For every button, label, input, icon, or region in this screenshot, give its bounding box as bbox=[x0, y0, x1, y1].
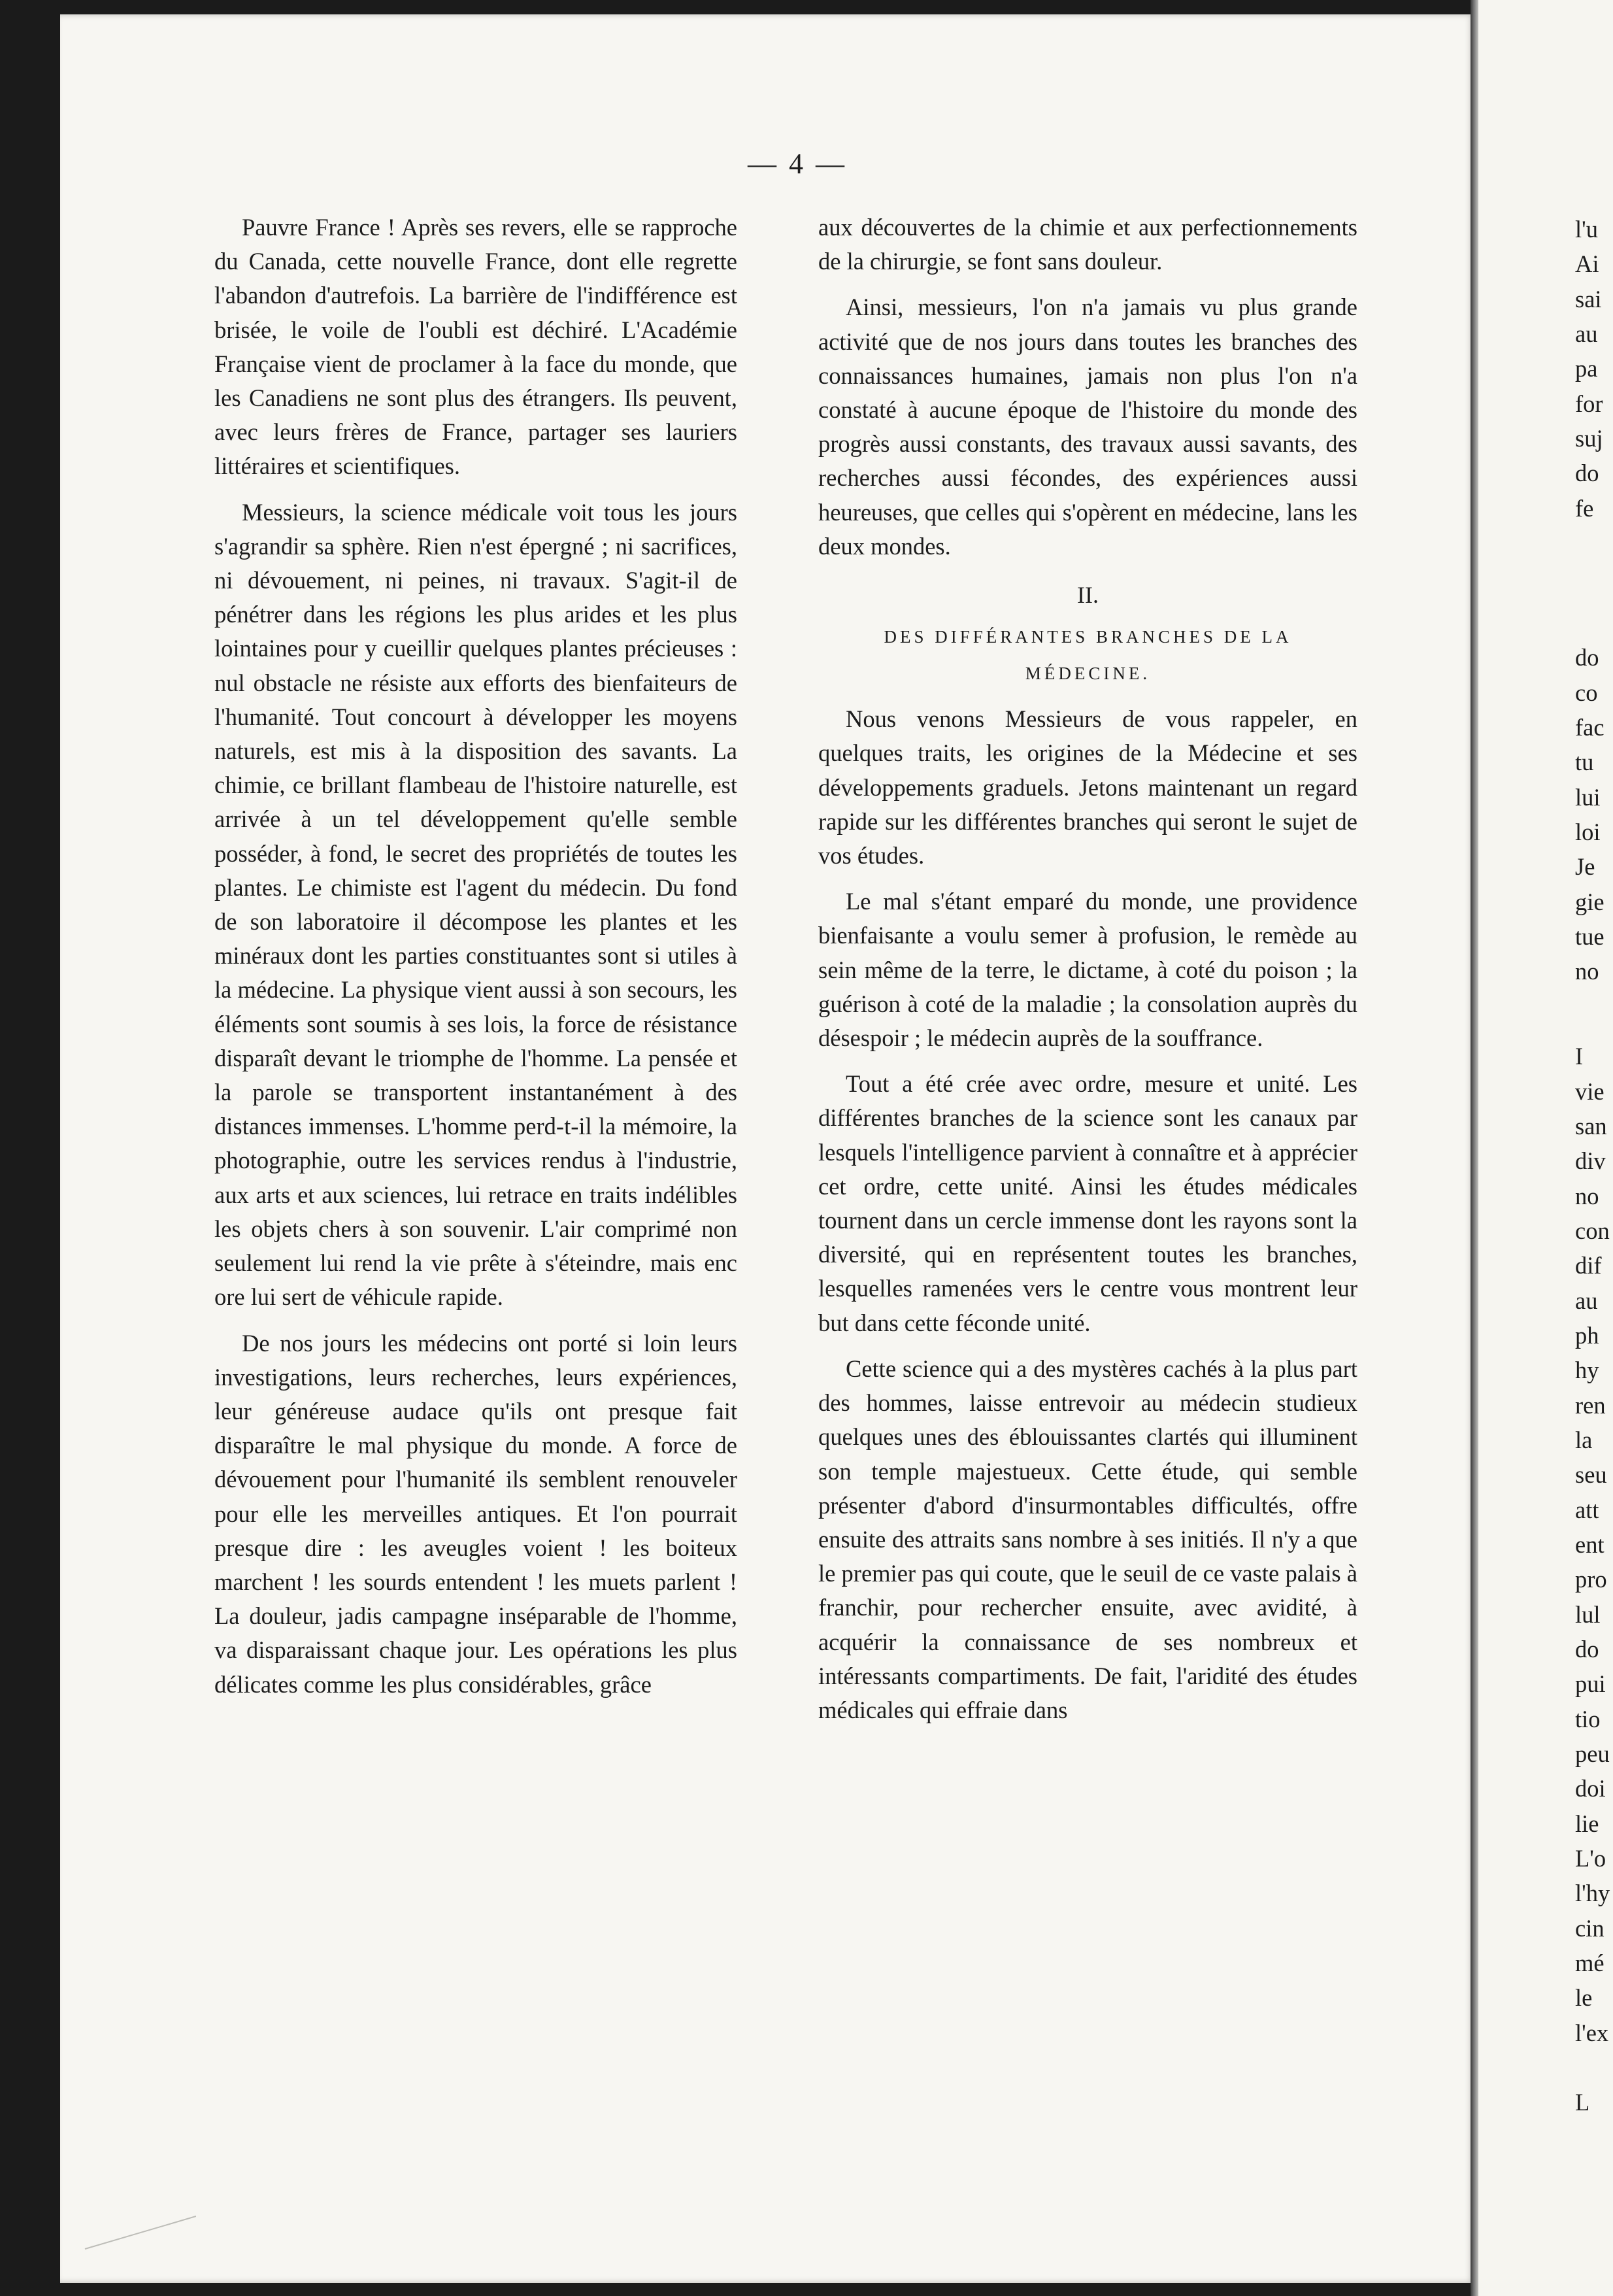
edge-fragment: au bbox=[1575, 1287, 1598, 1314]
paragraph-continuation: aux découvertes de la chimie et aux perfectionnements de la chirurgie, se font sans douleur. bbox=[818, 214, 1357, 275]
paragraph: Le mal s'étant emparé du monde, une providence bienfaisante a voulu semer à profusion, le remède au sein même de la terre, le dictame, à coté du poison ; la guérison à coté de la maladie ; la consolation auprès du désespoir ; le médecin auprès de la souffrance. bbox=[818, 888, 1357, 1052]
section-number: II. bbox=[1077, 582, 1099, 609]
edge-fragment: no bbox=[1575, 1183, 1599, 1209]
paragraph: Tout a été crée avec ordre, mesure et unité. Les différentes branches de la science sont les canaux par lesquels l'intelligence parvient à connaître et à apprécier cet ordre, cette unité. Ainsi les études médicales tournent dans un cercle immense dont les rayons sont la diversité, qui en représentent toutes les branches, lesquelles ramenées vers le centre vous montrent leur but dans cette féconde unité. bbox=[818, 1070, 1357, 1336]
edge-fragment: do bbox=[1575, 1636, 1599, 1663]
edge-fragment: lui bbox=[1575, 784, 1601, 811]
edge-fragment: gie bbox=[1575, 888, 1605, 915]
edge-fragment: Je bbox=[1575, 853, 1595, 880]
edge-fragment: con bbox=[1575, 1217, 1610, 1244]
edge-fragment: pui bbox=[1575, 1670, 1606, 1697]
edge-fragment: cin bbox=[1575, 1915, 1605, 1942]
edge-fragment: lie bbox=[1575, 1810, 1599, 1837]
page-number: — 4 — bbox=[748, 148, 847, 180]
edge-fragment: pro bbox=[1575, 1566, 1607, 1593]
edge-fragment: pa bbox=[1575, 355, 1598, 382]
edge-fragment: I bbox=[1575, 1043, 1584, 1070]
edge-fragment: doi bbox=[1575, 1775, 1606, 1802]
edge-fragment: no bbox=[1575, 958, 1599, 985]
edge-fragment: suj bbox=[1575, 425, 1603, 452]
edge-fragment: seu bbox=[1575, 1461, 1607, 1488]
edge-fragment: co bbox=[1575, 679, 1598, 706]
section-title-line: DES DIFFÉRANTES BRANCHES DE LA bbox=[884, 627, 1292, 647]
paragraph: Nous venons Messieurs de vous rappeler, en quelques traits, les origines de la Médecine et ses développements graduels. Jetons maintenant un regard rapide sur les différentes branches qui seront le sujet de vos études. bbox=[818, 705, 1357, 869]
paragraph: Cette science qui a des mystères cachés à la plus part des hommes, laisse entrevoir au médecin studieux quelques unes des éblouissantes clartés qui illuminent son temple majestueux. Cette étude, qui semble présenter d'abord d'insurmontables difficultés, offre ensuite des attraits sans nombre à ses initiés. Il n'y a que le premier pas qui coute, que le seuil de ce vaste palais à franchir, pour rechercher ensuite, avec avidité, à acquérir la connaissance de ses nombreux et intéressants compartiments. De fait, l'aridité des études médicales qui effraie dans bbox=[818, 1355, 1357, 1723]
edge-fragment: mé bbox=[1575, 1950, 1605, 1976]
edge-fragment: div bbox=[1575, 1147, 1606, 1174]
edge-fragment: l'u bbox=[1575, 216, 1598, 243]
edge-fragment: la bbox=[1575, 1427, 1593, 1453]
edge-fragment: ent bbox=[1575, 1531, 1605, 1558]
edge-fragment: ph bbox=[1575, 1322, 1599, 1349]
edge-fragment: L bbox=[1575, 2089, 1590, 2116]
section-title-line: MÉDECINE. bbox=[1025, 664, 1151, 684]
edge-fragment: do bbox=[1575, 644, 1599, 671]
edge-fragment: loi bbox=[1575, 819, 1601, 845]
paragraph: Ainsi, messieurs, l'on n'a jamais vu plus grande activité que de nos jours dans toutes les branches des connaissances humaines, jamais non plus l'on n'a constaté à aucune époque de l'histoire du monde des progrès aussi constants, des travaux aussi savants, des recherches aussi fécondes, des expériences aussi heureuses, que celles qui s'opèrent en médecine, lans les deux mondes. bbox=[818, 294, 1357, 560]
edge-fragment: hy bbox=[1575, 1357, 1599, 1383]
edge-fragment: l'hy bbox=[1575, 1880, 1610, 1906]
page-corner-fold bbox=[0, 2151, 196, 2269]
paragraph: Pauvre France ! Après ses revers, elle se rapproche du Canada, cette nouvelle France, dont elle regrette l'abandon d'autrefois. La barrière de l'indifférence est brisée, le voile de l'oubli est déchiré. L'Académie Française vient de proclamer à la face du monde, que les Canadiens ne sont plus des étrangers. Ils peuvent, avec leurs frères de France, partager ses lauriers littéraires et scientifiques. bbox=[214, 214, 737, 480]
edge-fragment: Ai bbox=[1575, 250, 1599, 277]
edge-fragment: tue bbox=[1575, 923, 1605, 950]
edge-fragment: att bbox=[1575, 1496, 1599, 1523]
edge-fragment: fac bbox=[1575, 714, 1605, 741]
paragraph: De nos jours les médecins ont porté si loin leurs investigations, leurs recherches, leurs expériences, leur généreuse audace qu'ils ont presque fait disparaître le mal physique du monde. A force de dévouement pour l'humanité ils semblent renouveler pour elle les merveilles antiques. Et l'on pourrait presque dire : les aveugles voient ! les boiteux marchent ! les sourds entendent ! les muets parlent ! La douleur, jadis campagne inséparable de l'homme, va disparaissant chaque jour. Les opérations les plus délicates comme les plus considérables, grâce bbox=[214, 1329, 737, 1698]
middle-column bbox=[818, 211, 1357, 1739]
edge-fragment: ren bbox=[1575, 1392, 1606, 1419]
edge-fragment: san bbox=[1575, 1113, 1607, 1140]
paragraph: Messieurs, la science médicale voit tous les jours s'agrandir sa sphère. Rien n'est épergné ; ni sacrifices, ni dévouement, ni peines, ni travaux. S'agit-il de pénétrer dans les régions les plus arides et les plus lointaines pour y cueillir quelques plantes précieuses : nul obstacle ne résiste aux efforts des bienfaiteurs de l'humanité. Tout concourt à développer les moyens naturels, est mis à la disposition des savants. La chimie, ce brillant flambeau de l'histoire naturelle, est arrivée à un tel développement qu'elle semble posséder, à fond, le secret des propriétés de toutes les plantes. Le chimiste est l'agent du médecin. Du fond de son laboratoire il décompose les plantes et les minéraux dont les parties constituantes sont si utiles à la médecine. La physique vient aussi à son secours, les éléments sont soumis à ses lois, la force de résistance disparaît devant le triomphe de l'homme. La pensée et la parole se transportent instantanément à des distances immenses. L'homme perd-t-il la mémoire, la photographie, outre les services rendus à l'industrie, aux arts et aux sciences, lui retrace en traits indélibles les objets chers à son souvenir. L'air comprimé non seulement lui rend la vie prête à s'éteindre, mais enc ore lui sert de véhicule rapide. bbox=[214, 498, 737, 1311]
left-column bbox=[214, 211, 737, 1714]
edge-fragment: L'o bbox=[1575, 1845, 1606, 1872]
edge-fragment: peu bbox=[1575, 1740, 1610, 1767]
edge-fragment: lul bbox=[1575, 1601, 1601, 1628]
edge-fragment: sai bbox=[1575, 286, 1602, 312]
edge-fragment: vie bbox=[1575, 1078, 1605, 1105]
edge-fragment: for bbox=[1575, 390, 1603, 417]
edge-fragment: do bbox=[1575, 460, 1599, 486]
edge-fragment: l'ex bbox=[1575, 2019, 1609, 2046]
edge-fragment: au bbox=[1575, 320, 1598, 347]
edge-fragment: tio bbox=[1575, 1706, 1601, 1732]
edge-fragment: tu bbox=[1575, 749, 1594, 775]
edge-fragment: dif bbox=[1575, 1252, 1602, 1279]
edge-fragment: le bbox=[1575, 1984, 1593, 2011]
edge-fragment: fe bbox=[1575, 495, 1594, 522]
section-title bbox=[818, 618, 1357, 692]
